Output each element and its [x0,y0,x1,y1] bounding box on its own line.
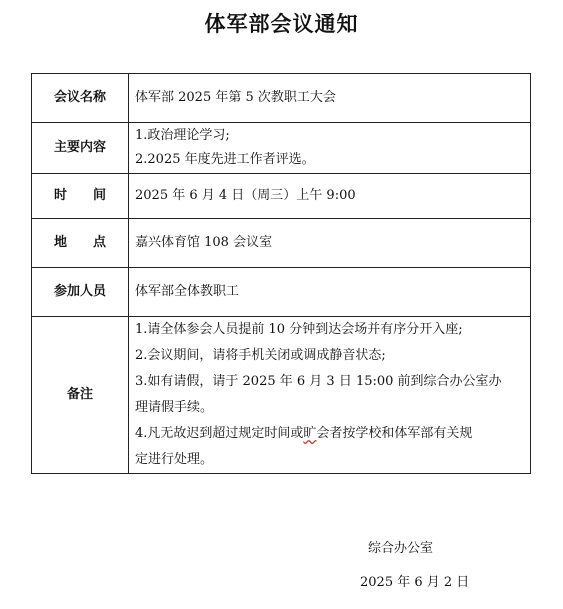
label-meeting-name: 会议名称 [32,74,129,123]
signature-date: 2025 年 6 月 2 日 [360,575,470,590]
value-attendees: 体军部全体教职工 [129,268,531,317]
row-attendees [32,268,531,317]
notice-table [31,73,531,474]
note-line-3: 3.如有请假，请于 2025 年 6 月 3 日 15:00 前到综合办公室办 [135,374,502,389]
row-place [32,219,531,268]
value-meeting-name: 体军部 2025 年第 5 次教职工大会 [129,74,531,123]
note-line-2: 2.会议期间，请将手机关闭或调成静音状态; [135,348,386,363]
value-time: 2025 年 6 月 4 日（周三）上午 9:00 [129,174,531,219]
label-main-content: 主要内容 [32,123,129,174]
row-time [32,174,531,219]
label-attendees: 参加人员 [32,268,129,317]
content-line-2: 2.2025 年度先进工作者评选。 [135,152,315,167]
row-notes [32,317,531,474]
row-main-content [32,123,531,174]
label-place: 地 点 [32,219,129,268]
label-time: 时 间 [32,174,129,219]
signature-office: 综合办公室 [368,541,434,556]
spellcheck-squiggle-word: 旷 [303,426,317,441]
note-line-5-a: 4.凡无故迟到超过规定时间或 [135,426,304,441]
content-line-1: 1.政治理论学习; [135,128,230,143]
note-line-5-b: 会者按学校和体军部有关规 [316,426,473,441]
row-meeting-name [32,74,531,123]
note-line-4: 理请假手续。 [135,400,214,415]
value-place: 嘉兴体育馆 108 会议室 [129,219,531,268]
value-main-content [129,123,531,174]
note-line-1: 1.请全体参会人员提前 10 分钟到达会场并有序分开入座; [135,322,463,337]
label-notes: 备注 [32,317,129,474]
note-line-5 [135,421,524,447]
notice-title: 体军部会议通知 [204,12,359,36]
note-line-6: 定进行处理。 [135,452,214,467]
value-notes [129,317,531,474]
